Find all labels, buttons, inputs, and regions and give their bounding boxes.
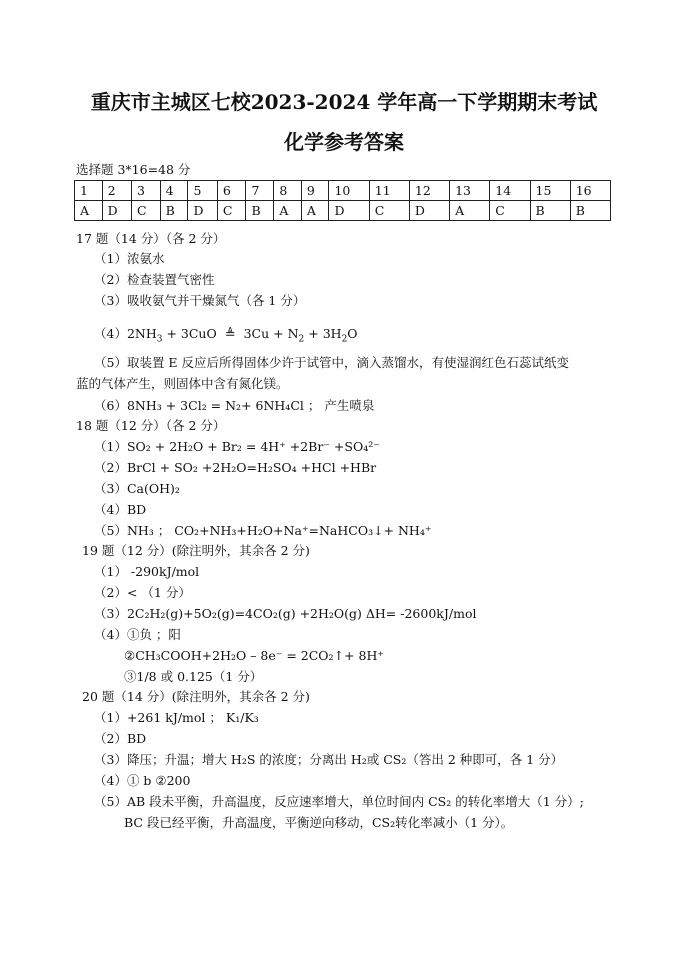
q19-heading: 19 题（12 分）(除注明外，其余各 2 分): [82, 543, 310, 558]
mc-header: 选择题 3*16=48 分: [76, 162, 191, 177]
question-number-cell: 5: [188, 181, 217, 201]
q18-heading: 18 题（12 分）（各 2 分）: [76, 418, 226, 433]
q19-answer-2: （2）< （1 分）: [94, 585, 191, 600]
q20-answer-3: （3）降压；升温；增大 H₂S 的浓度；分离出 H₂或 CS₂（答出 2 种即可，各 1 分）: [94, 752, 564, 767]
q17-heading: 17 题（14 分）（各 2 分）: [76, 231, 226, 246]
answer-cell: A: [301, 201, 329, 221]
q20-heading: 20 题（14 分）(除注明外，其余各 2 分): [82, 689, 310, 704]
q17-answer-4: $(4)2NH_3 + 3CuO$ ≜ $3Cu + N_2 + 3H_2O$: [94, 326, 358, 345]
q17-answer-5-line2: 蓝的气体产生，则固体中含有氮化镁。: [76, 376, 289, 391]
q20-answer-5-line1: （5）AB 段未平衡，升高温度，反应速率增大，单位时间内 CS₂ 的转化率增大（1 分）;: [94, 794, 584, 809]
q18-answer-2: （2）BrCl + SO₂ +2H₂O=H₂SO₄ +HCl +HBr: [94, 460, 377, 475]
q20-answer-5-line2: BC 段已经平衡，升高温度，平衡逆向移动，CS₂转化率减小（1 分）。: [124, 815, 514, 830]
answer-cell: D: [409, 201, 449, 221]
q17-answer-3: （3）吸收氨气并干燥氮气（各 1 分）: [94, 293, 306, 308]
answer-cell: B: [570, 201, 610, 221]
question-number-cell: 8: [274, 181, 302, 201]
question-number-cell: 16: [570, 181, 610, 201]
q20-answer-1: （1）+261 kJ/mol ； K₁/K₃: [94, 710, 259, 725]
answer-cell: A: [450, 201, 490, 221]
question-number-cell: 15: [530, 181, 570, 201]
q18-answer-5: （5）NH₃ ； CO₂+NH₃+H₂O+Na⁺=NaHCO₃↓+ NH₄⁺: [94, 523, 432, 538]
q19-answer-4: （4）①负 ；阳: [94, 627, 181, 642]
q20-answer-4: （4）① b ②200: [94, 773, 191, 788]
answer-cell: B: [530, 201, 570, 221]
question-number-cell: 3: [132, 181, 161, 201]
q17-answer-6: （6）8NH₃ + 3Cl₂ = N₂+ 6NH₄Cl ； 产生喷泉: [94, 398, 375, 413]
answer-cell: A: [75, 201, 103, 221]
heating-triangle-icon: ≜: [224, 327, 236, 342]
answer-cell: C: [132, 201, 161, 221]
answer-cell: D: [102, 201, 131, 221]
answer-cell: B: [246, 201, 274, 221]
q17-answer-5-line1: （5）取装置 E 反应后所得固体少许于试管中，滴入蒸馏水，有使湿润红色石蕊试纸变: [94, 355, 570, 370]
page-title: 重庆市主城区七校2023-2024 学年高一下学期期末考试: [90, 90, 598, 114]
question-number-cell: 9: [301, 181, 329, 201]
answer-cell: C: [369, 201, 409, 221]
answer-cell: B: [160, 201, 188, 221]
answer-cell: A: [274, 201, 302, 221]
question-number-cell: 12: [409, 181, 449, 201]
answer-table: [74, 180, 611, 221]
question-number-cell: 4: [160, 181, 188, 201]
q18-answer-1: （1）SO₂ + 2H₂O + Br₂ = 4H⁺ +2Br⁻ +SO₄²⁻: [94, 439, 380, 454]
question-number-cell: 13: [450, 181, 490, 201]
q20-answer-2: （2）BD: [94, 731, 147, 746]
table-row-answers: [75, 201, 611, 221]
q18-answer-4: （4）BD: [94, 502, 147, 517]
q19-answer-3: （3）2C₂H₂(g)+5O₂(g)=4CO₂(g) +2H₂O(g) ΔH= -2600kJ/mol: [94, 606, 477, 621]
question-number-cell: 14: [490, 181, 530, 201]
question-number-cell: 10: [329, 181, 369, 201]
page-subtitle: 化学参考答案: [284, 130, 404, 154]
answer-cell: D: [329, 201, 369, 221]
table-row-numbers: [75, 181, 611, 201]
question-number-cell: 7: [246, 181, 274, 201]
answer-cell: D: [188, 201, 217, 221]
question-number-cell: 11: [369, 181, 409, 201]
q17-answer-2: （2）检查装置气密性: [94, 272, 215, 287]
q19-answer-1: （1） -290kJ/mol: [94, 564, 200, 579]
question-number-cell: 2: [102, 181, 131, 201]
answer-cell: C: [217, 201, 246, 221]
q19-answer-4-part3: ③1/8 或 0.125（1 分）: [124, 669, 263, 684]
q19-answer-4-part2: ②CH₃COOH+2H₂O – 8e⁻ = 2CO₂↑+ 8H⁺: [124, 648, 384, 663]
question-number-cell: 1: [75, 181, 103, 201]
q18-answer-3: （3）Ca(OH)₂: [94, 481, 180, 496]
q17-answer-1: （1）浓氨水: [94, 251, 165, 266]
answer-cell: C: [490, 201, 530, 221]
question-number-cell: 6: [217, 181, 246, 201]
